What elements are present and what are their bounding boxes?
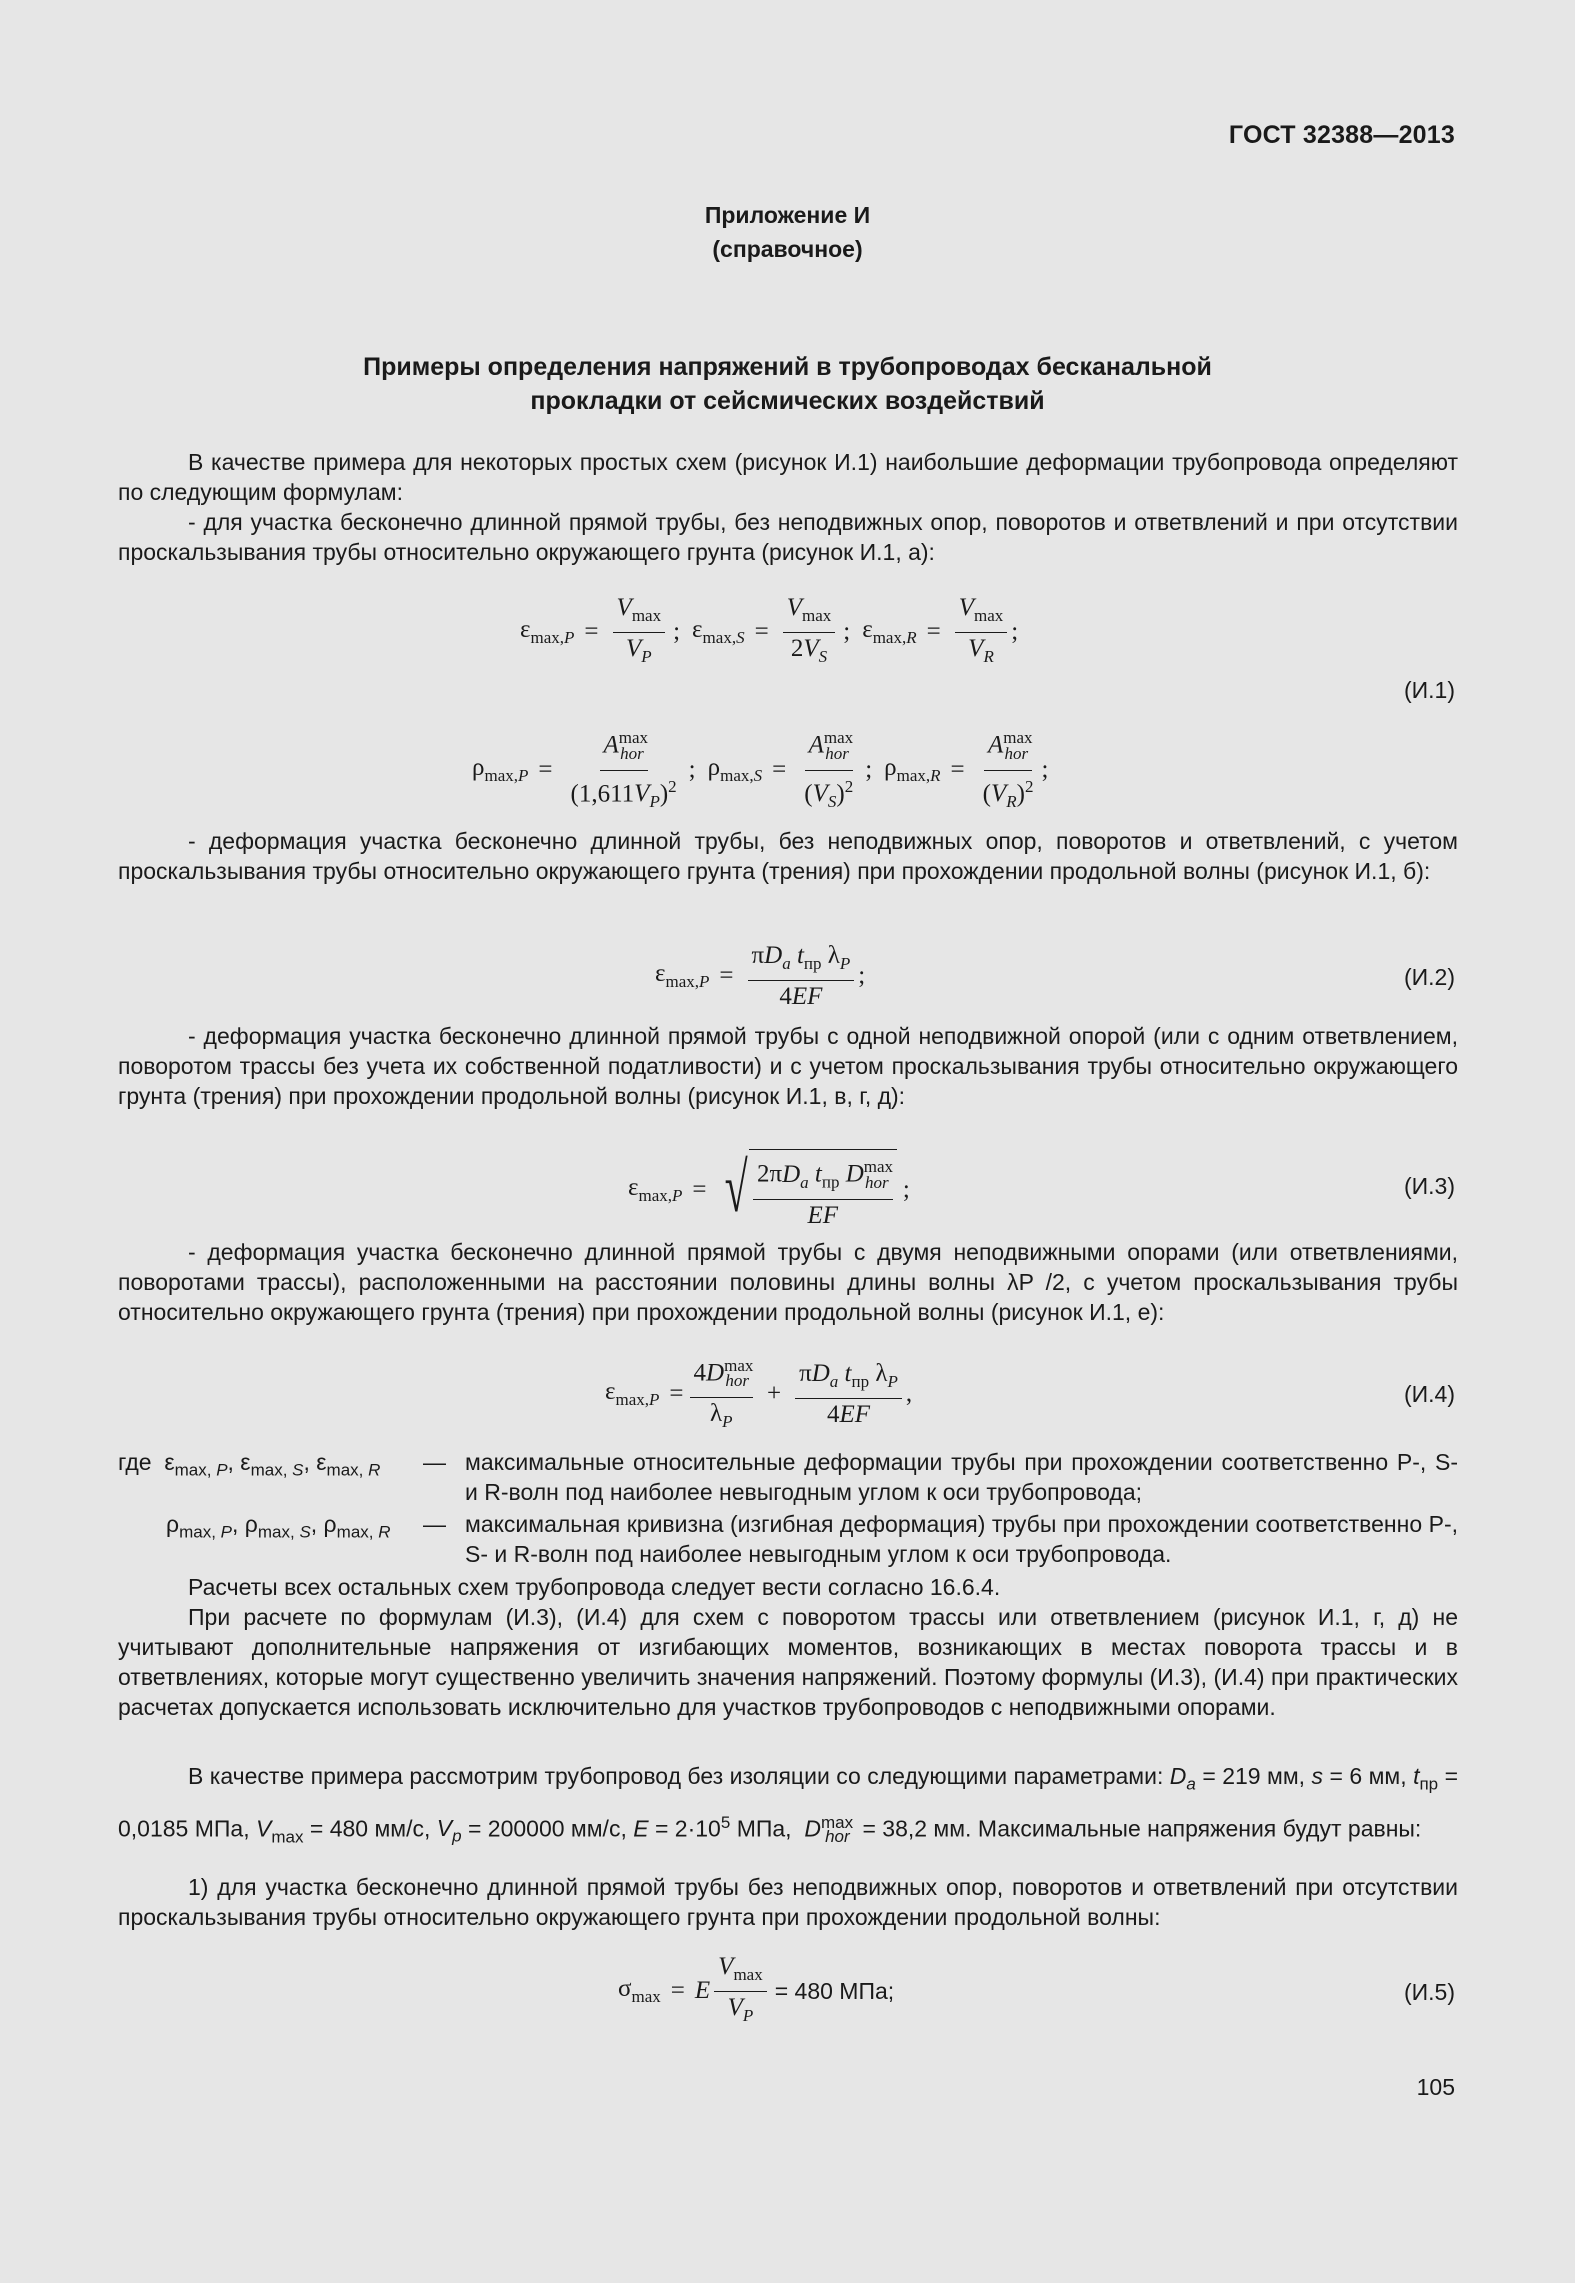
annex-heading [0,198,1575,266]
definition-curvature: $\rho_{max, P}$, $\rho_{max, S}$, $\rho_{max, R}$ — максимальная кривизна (изгибная деформация) трубы при прохождении соответственно P-, S- и R-волн под наиболее невыгодным углом к оси трубопровода. [166,1511,1458,1567]
definition-strain: где $\varepsilon_{max, P}$, $\varepsilon_{max, S}$, $\varepsilon_{max, R}$ — максимальные относительные деформации трубы при прохождении соответственно P-, S- и R-волн под наиболее невыгодным углом к оси трубопровода; [118,1449,1458,1505]
page-number: 105 [1416,2074,1455,2100]
formula-i1-curvature: $\rho_{max,P}$ = $\frac{A^{max}_{hor}}{(1,611V_P)^2}$ ; $\rho_{max,S}$ = $\frac{A^{max}_{hor}}{(V_S)^2}$ ; $\rho_{max,R}$ = $\frac{A^{max}_{hor}}{(V_R)^2}$ ; [0,730,1575,810]
paragraph-case-d: - деформация участка бесконечно длинной прямой трубы с двумя неподвижными опорами (или ответвлениями, поворотами трассы), расположенными на расстоянии половины длины волны λP /2, с учетом проскальзывания трубы относительно окружающего грунта (трения) при прохождении продольной волны (рисунок И.1, е): [118,1239,1458,1325]
paragraph-example: В качестве примера рассмотрим трубопровод без изоляции со следующими параметрами: $D_a = 219$ мм, s = 6 мм, $t_{пр} = 0,0185$ МПа, $V_{max} = 480$ мм/с, $V_p = 200000$ мм/с, $E = 2\cdot 10^5$ МПа, $D^{max}_{hor} = 38,2$ мм. Максимальные напряжения будут равны: [118,1763,1459,1846]
formula-i1-strain: $\varepsilon_{max,P}$ = $\frac{V_{max}}{V_P}$ ; $\varepsilon_{max,S}$ = $\frac{V_{max}}{2V_S}$ ; $\varepsilon_{max,R}$ = $\frac{V_{max}}{V_R}$ ; [520,593,1019,666]
paragraph-case-1: 1) для участка бесконечно длинной прямой трубы без неподвижных опор, поворотов и ответвлений при отсутствии проскальзывания трубы относительно окружающего грунта при прохождении продольной волны: [118,1874,1458,1930]
equation-number-i2: (И.2) [1403,964,1455,990]
paragraph-case-b: - деформация участка бесконечно длинной трубы, без неподвижных опор, поворотов и ответвлений, с учетом проскальзывания трубы относительно окружающего грунта (трения) при прохождении продольной волны (рисунок И.1, б): [118,828,1458,884]
formula-i2: $\varepsilon_{max,P}$ = $\frac{\pi D_a t_{пр} \lambda_P}{4EF}$ ; [655,941,866,1010]
equation-number-i1: (И.1) [1403,677,1455,703]
paragraph-intro: В качестве примера для некоторых простых схем (рисунок И.1) наибольшие деформации трубопровода определяют по следующим формулам: [118,449,1458,505]
annex-title: Приложение И [704,202,871,228]
equation-number-i3: (И.3) [1403,1173,1455,1199]
document-id: ГОСТ 32388—2013 [1228,121,1455,149]
annex-subtitle: (справочное) [712,236,863,262]
equation-number-i4: (И.4) [1403,1381,1455,1407]
equation-number-i5: (И.5) [1403,1979,1455,2005]
formula-i3: $\varepsilon_{max,P}$ = √ $\frac{2\pi D_a t_{пр} D^{max}_{hor}}{EF}$ ; [628,1150,910,1229]
formula-i4: $\varepsilon_{max,P}$ = $\frac{4D^{max}_{hor}}{\lambda_P}$ + $\frac{\pi D_a t_{пр} \lambda_P}{4EF}$ , [0,1354,1575,1434]
paragraph-case-c: - деформация участка бесконечно длинной прямой трубы с одной неподвижной опорой (или с одним ответвлением, поворотом трассы без учета их собственной податливости) и с учетом проскальзывания трубы относительно окружающего грунта (трения) при прохождении продольной волны (рисунок И.1, в, г, д): [118,1023,1458,1109]
paragraph-other-schemes: Расчеты всех остальных схем трубопровода следует вести согласно 16.6.4. [188,1574,1001,1600]
page-title [0,350,1575,418]
formula-i5: $\sigma_{max}$ = E $\frac{V_{max}}{V_P}$ = 480 МПа; [618,1952,895,2025]
paragraph-limitations: При расчете по формулам (И.3), (И.4) для схем с поворотом трассы или ответвлением (рисунок И.1, г, д) не учитывают дополнительные напряжения от изгибающих моментов, возникающих в местах поворота трассы и в ответвлениях, которые могут существенно увеличить значения напряжений. Поэтому формулы (И.3), (И.4) при практических расчетах допускается использовать исключительно для участков трубопроводов с неподвижными опорами. [118,1604,1458,1720]
paragraph-case-a: - для участка бесконечно длинной прямой трубы, без неподвижных опор, поворотов и ответвлений и при отсутствии проскальзывания трубы относительно окружающего грунта (рисунок И.1, а): [118,509,1458,565]
page-title-line-1: Примеры определения напряжений в трубопроводах бесканальной [363,353,1212,381]
page-title-line-2: прокладки от сейсмических воздействий [530,387,1045,415]
